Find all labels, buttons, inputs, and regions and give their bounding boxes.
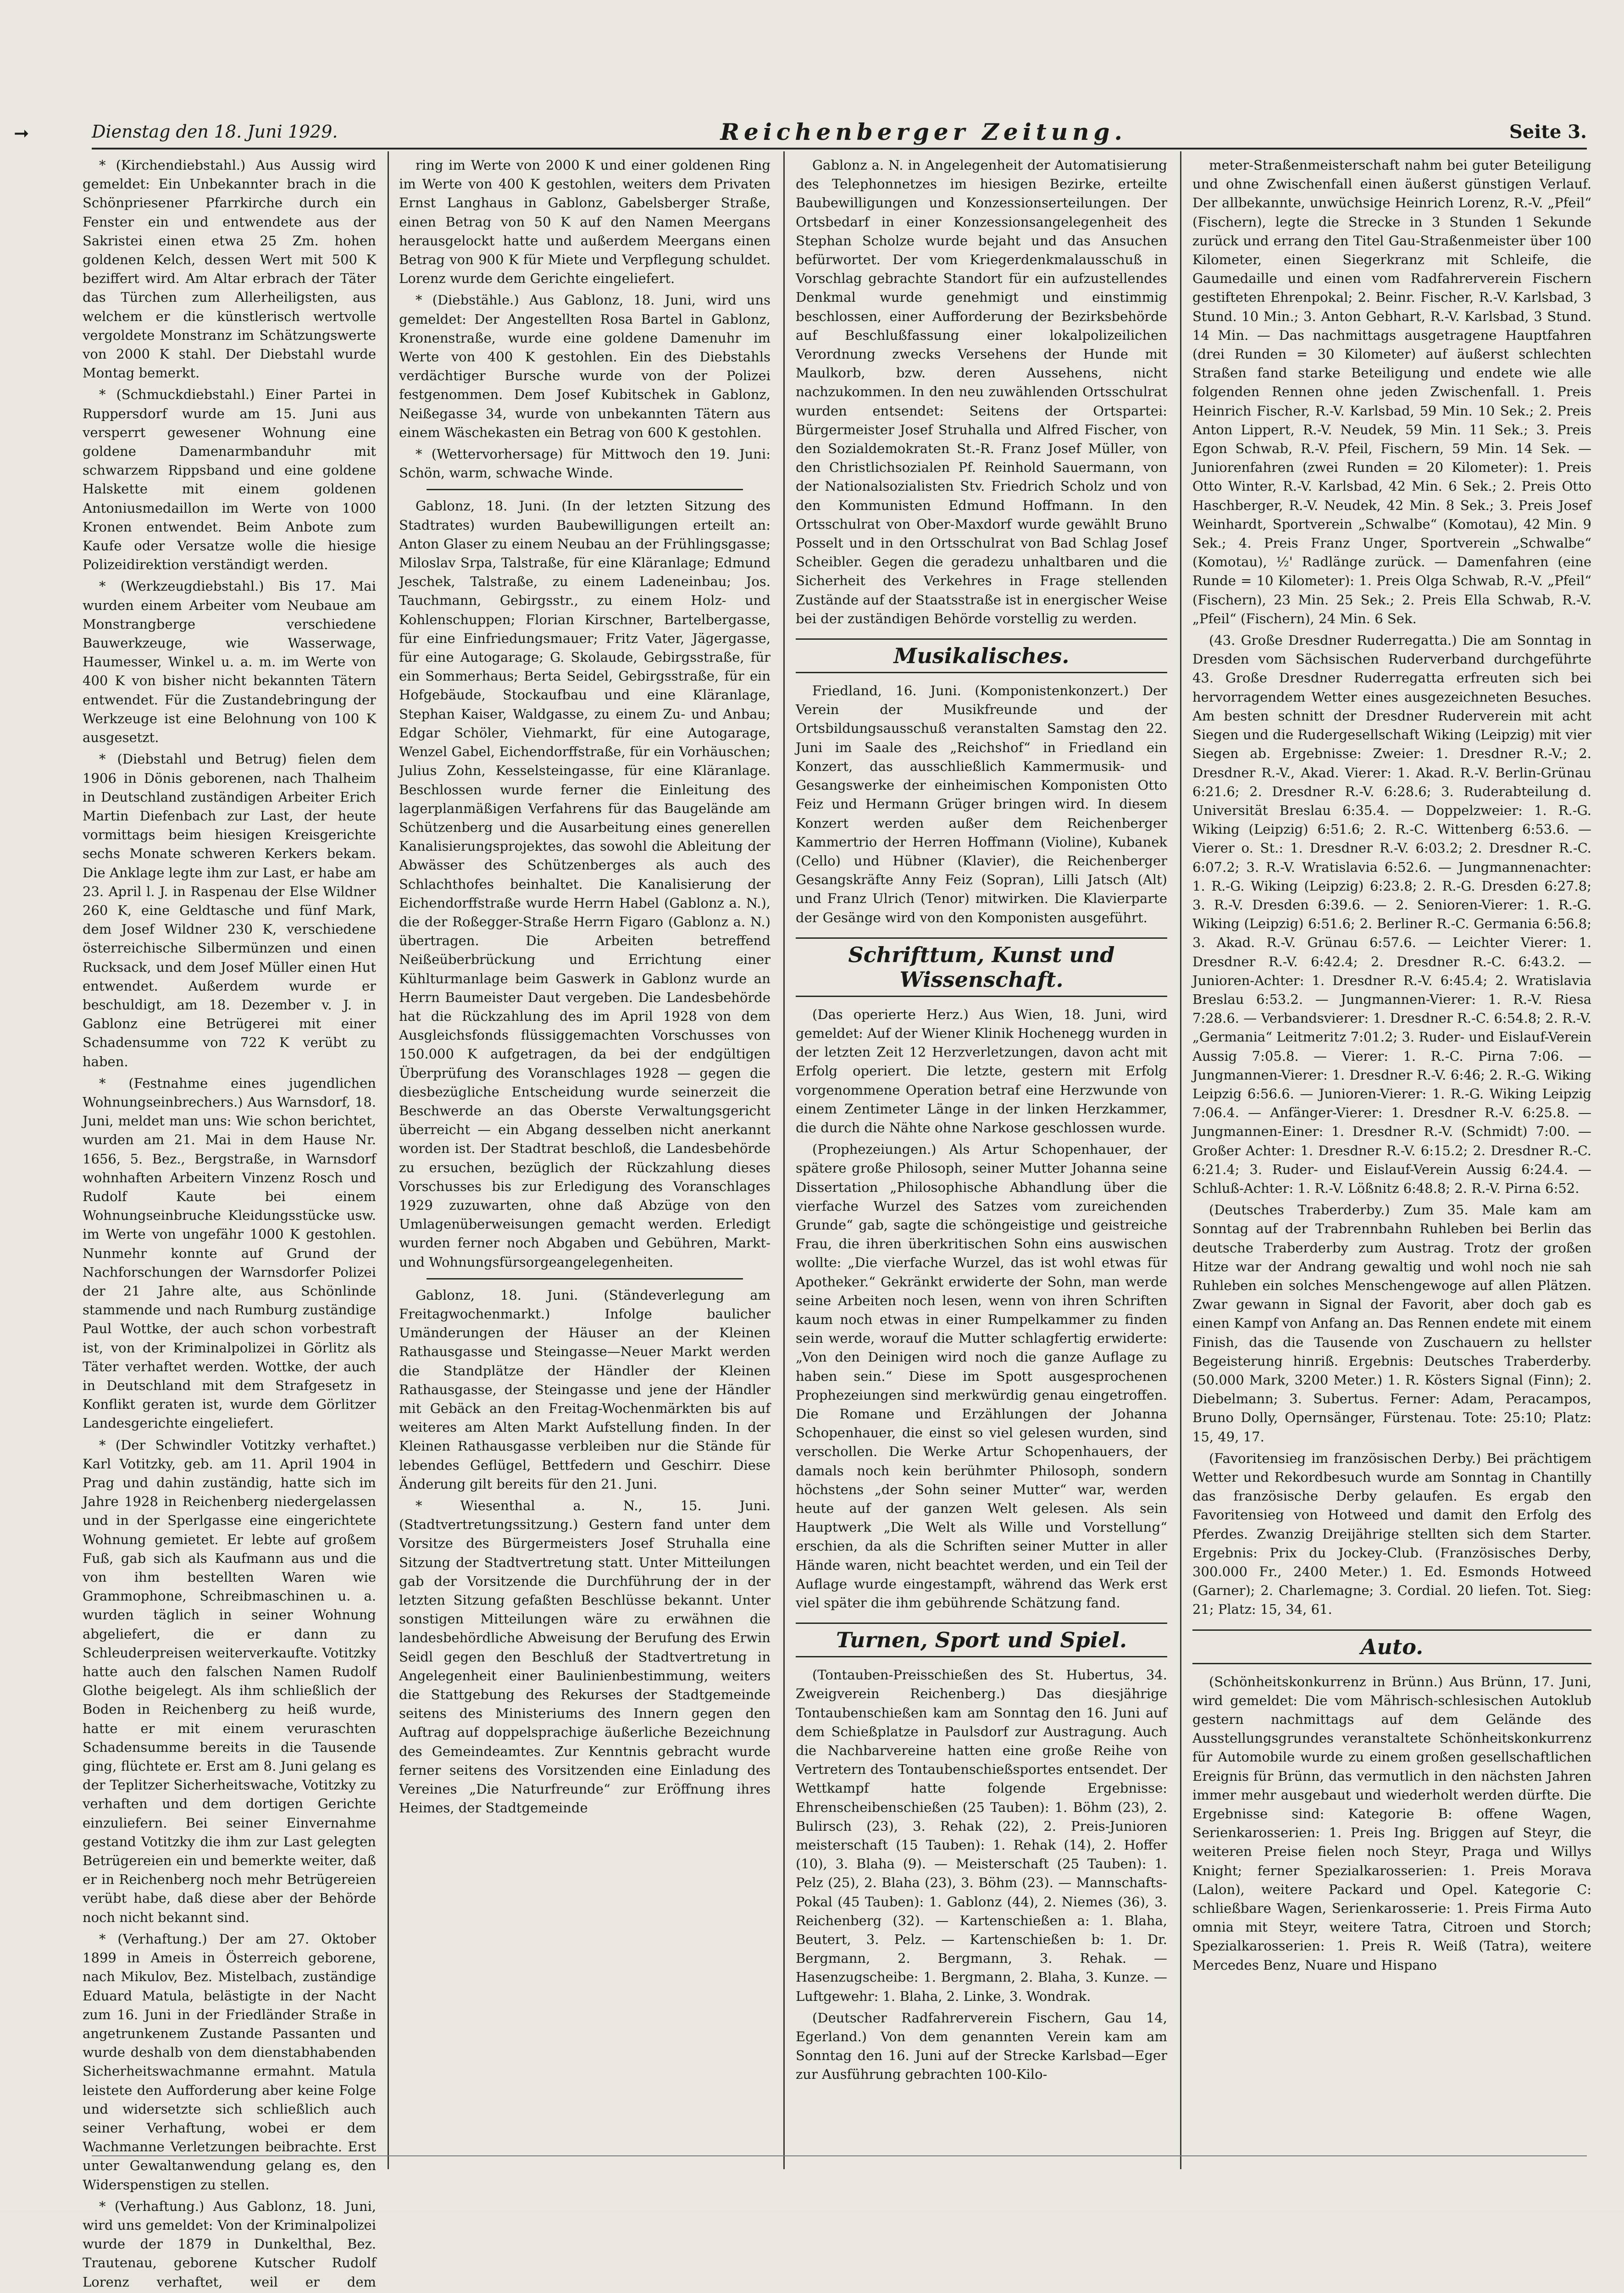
column-rule (783, 151, 785, 2169)
article: Gablonz, 18. Juni. (Ständeverlegung am Freitagwochenmarkt.) Infolge baulicher Umänderungen der Häuser an der Kleinen Rathausgasse und Steingasse—Neuer Markt werden die Standplätze der Händler der Kleinen Rathausgasse, der Steingasse und jene der Händler mit Gebäck an den Freitag-Wochenmärkten bis auf weiteres am Alten Markt Aufstellung finden. In der Kleinen Rathausgasse verbleiben nur die Stände für lebendes Geflügel, Bettfedern und Geschirr. Diese Änderung gilt bereits für den 21. Juni. (399, 1287, 770, 1492)
column-3 (796, 156, 1167, 2128)
column-rule (388, 151, 389, 2169)
article: * (Kirchendiebstahl.) Aus Aussig wird gemeldet: Ein Unbekannter brach in die Schönpriesener Pfarrkirche durch ein Fenster ein und entwendete aus der Sakristei einen etwa 25 Zm. hohen goldenen Kelch, dessen Wert mit 500 K beziffert wird. Am Altar erbrach der Täter das Türchen zum Allerheiligsten, aus welchem er die künstlerisch wertvolle vergoldete Monstranz im Schätzungswerte von 2000 K stahl. Der Diebstahl wurde Montag bemerkt. (83, 157, 376, 381)
article: * Wiesenthal a. N., 15. Juni. (Stadtvertretungssitzung.) Gestern fand unter dem Vorsitze des Bürgermeisters Josef Struhalla eine Sitzung der Stadtvertretung statt. Unter Mitteilungen gab der Vorsitzende die Durchführung der in der letzten Sitzung gefaßten Beschlüsse bekannt. Unter sonstigen Mitteilungen wäre zu erwähnen die landesbehördliche Abweisung der Berufung des Erwin Seidl gegen den Beschluß der Stadtvertretung in Angelegenheit einer Baulinienbestimmung, weiters die Stattgebung des Rekurses der Stadtgemeinde seitens des Ministeriums des Innern gegen den Auftrag auf doppelsprachige äußerliche Bezeichnung des Gemeindeamtes. Zur Kenntnis gebracht wurde ferner seitens des Vorsitzenden eine Einladung des Vereines „Die Naturfreunde“ zur Eröffnung ihres Heimes, der Stadtgemeinde (399, 1498, 770, 1816)
footer-rule (92, 2155, 1587, 2156)
column-2 (399, 156, 770, 2128)
article: (Schönheitskonkurrenz in Brünn.) Aus Brünn, 17. Juni, wird gemeldet: Die vom Mährisch-schlesischen Autoklub gestern nachmittags auf dem Gelände des Ausstellungsgrundes veranstaltete Schönheitskonkurrenz für Automobile wurde zu einem großen gesellschaftlichen Ereignis für Brünn, das vermutlich in den nächsten Jahren immer mehr ausgebaut und wiederholt werden dürfte. Die Ergebnisse sind: Kategorie B: offene Wagen, Serienkarosserien: 1. Preis Ing. Briggen auf Steyr, die weiteren Preise fielen noch Steyr, Praga und Willys Knight; ferner Spezialkarosserien: 1. Preis Morava (Lalon), weitere Packard und Opel. Kategorie C: schließbare Wagen, Serienkarosserie: 1. Preis Firma Auto omnia mit Steyr, weitere Tatra, Citroen und Storch; Spezialkarosserien: 1. Preis R. Weiß (Tatra), weitere Mercedes Benz, Nuare und Hispano (1192, 1673, 1591, 1973)
arrow-icon: ➞ (14, 123, 29, 144)
section-heading-sport: Turnen, Sport und Spiel. (796, 1623, 1167, 1657)
article: * (Diebstahl und Betrug) fielen dem 1906 in Dönis geborenen, nach Thalheim in Deutschland zuständigen Arbeiter Erich Martin Diefenbach zur Last, der heute vormittags beim hiesigen Kreisgerichte sechs Monate schweren Kerkers bekam. Die Anklage legte ihm zur Last, er habe am 23. April l. J. in Raspenau der Else Wildner 260 K, eine Geldtasche und fünf Mark, dem Josef Wildner 230 K, verschiedene österreichische Silbermünzen und einen Rucksack, und dem Josef Müller einen Hut entwendet. Außerdem wurde er beschuldigt, am 18. Dezember v. J. in Gablonz eine Betrügerei mit einer Schadensumme von 722 K verübt zu haben. (83, 751, 376, 1069)
section-heading-literature: Schrifttum, Kunst und Wissenschaft. (796, 937, 1167, 997)
article: * (Verhaftung.) Aus Gablonz, 18. Juni, wird uns gemeldet: Von der Kriminalpolizei wurde der 1879 in Dunkelthal, Bez. Trautenau, geborene Kutscher Rudolf Lorenz verhaftet, weil er dem (83, 2198, 376, 2290)
page-header (92, 116, 1587, 150)
article: * (Diebstähle.) Aus Gablonz, 18. Juni, wird uns gemeldet: Der Angestellten Rosa Bartel in Gablonz, Kronenstraße, wurde eine goldene Damenuhr im Werte von 400 K gestohlen. Ein des Diebstahls verdächtiger Bursche wurde von der Polizei festgenommen. Dem Josef Kubitschek in Gablonz, Neißegasse 34, wurde von unbekannten Tätern aus einem Wäschekasten ein Betrag von 600 K gestohlen. (399, 292, 770, 440)
article: (Favoritensieg im französischen Derby.) Bei prächtigem Wetter und Rekordbesuch wurde am Sonntag in Chantilly das französische Derby gelaufen. Es ergab den Favoritensieg von Hotweed und damit den Erfolg des Pferdes. Zwanzig Dreijährige stellten sich dem Starter. Ergebnis: Prix du Jockey-Club. (Französisches Derby, 300.000 Fr., 2400 Meter.) 1. Ed. Esmonds Hotweed (Garner); 2. Charlemagne; 3. Cordial. 20 liefen. Tot. Sieg: 21; Platz: 15, 34, 61. (1192, 1450, 1591, 1617)
page-number: Seite 3. (1509, 121, 1587, 143)
article: (Das operierte Herz.) Aus Wien, 18. Juni, wird gemeldet: Auf der Wiener Klinik Hochenegg wurden in der letzten Zeit 12 Herzverletzungen, davon acht mit Erfolg operiert. Die letzte, gestern mit Erfolg vorgenommene Operation betraf eine Herzwunde von einem Zentimeter Länge in der linken Herzkammer, die durch die Nähte ohne Narkose geschlossen wurde. (796, 1006, 1167, 1135)
article: (Deutscher Radfahrerverein Fischern, Gau 14, Egerland.) Von dem genannten Verein kam am Sonntag den 16. Juni auf der Strecke Karlsbad—Eger zur Ausführung gebrachten 100-Kilo- (796, 2010, 1167, 2083)
article: * (Schmuckdiebstahl.) Einer Partei in Ruppersdorf wurde am 15. Juni aus versperrt gewesener Wohnung eine goldene Damenarmbanduhr mit schwarzem Rippsband und eine goldene Halskette mit einem goldenen Antoniusmedaillon im Werte von 1000 Kronen entwendet. Beim Anbote zum Kaufe oder Versatze wolle die hiesige Polizeidirektion verständigt werden. (83, 387, 376, 573)
article: (43. Große Dresdner Ruderregatta.) Die am Sonntag in Dresden vom Sächsischen Ruderverband durchgeführte 43. Große Dresdner Ruderregatta erfreuten sich bei hervorragendem Wetter eines ausgezeichneten Besuches. Am besten schnitt der Dresdner Ruderverein mit acht Siegen und die Rudergesellschaft Wiking (Leipzig) mit vier Siegen ab. Ergebnisse: Zweier: 1. Dresdner R.-V.; 2. Dresdner R.-V., Akad. Vierer: 1. Akad. R.-V. Berlin-Grünau 6:21.6; 2. Dresdner R.-V. 6:28.6; 3. Ruderabteilung d. Universität Breslau 6:35.4. — Doppelzweier: 1. R.-G. Wiking (Leipzig) 6:51.6; 2. R.-C. Wittenberg 6:53.6. — Vierer o. St.: 1. Dresdner R.-V. 6:03.2; 2. Dresdner R.-C. 6:07.2; 3. R.-V. Wratislavia 6:52.6. — Jungmannenachter: 1. R.-G. Wiking (Leipzig) 6:23.8; 2. R.-G. Dresden 6:27.8; 3. R.-V. Dresden 6:39.6. — 2. Senioren-Vierer: 1. R.-G. Wiking (Leipzig) 6:51.6; 2. Berliner R.-C. Germania 6:56.8; 3. Akad. R.-V. Grünau 6:57.6. — Leichter Vierer: 1. Dresdner R.-V. 6:42.4; 2. Dresdner R.-C. 6:43.2. — Junioren-Achter: 1. Dresdner R.-V. 6:45.4; 2. Wratislavia Breslau 6:53.2. — Jungmannen-Vierer: 1. R.-V. Riesa 7:28.6. — Verbandsvierer: 1. Dresdner R.-C. 6:54.8; 2. R.-V. „Germania“ Leitmeritz 7:01.2; 3. Ruder- und Eislauf-Verein Aussig 7:05.8. — Vierer: 1. R.-C. Pirna 7:06. — Jungmannen-Vierer: 1. Dresdner R.-V. 6:46; 2. R.-G. Wiking Leipzig 6:56.6. — Junioren-Vierer: 1. R.-G. Wiking Leipzig 7:06.4. — Anfänger-Vierer: 1. Dresdner R.-V. 6:25.8. — Jungmannen-Einer: 1. Dresdner R.-V. (Schmidt) 7:00. — Großer Achter: 1. Dresdner R.-V. 6:15.2; 2. Dresdner R.-C. 6:21.4; 3. Ruder- und Eislauf-Verein Aussig 6:24.4. — Schluß-Achter: 1. R.-V. Lößnitz 6:48.8; 2. R.-V. Pirna 6:52. (1192, 632, 1591, 1196)
article: * (Verhaftung.) Der am 27. Oktober 1899 in Ameis in Österreich geborene, nach Mikulov, Bez. Mistelbach, zuständige Eduard Matula, belästigte in der Nacht zum 16. Juni in der Friedländer Straße in angetrunkenem Zustande Passanten und wurde deshalb von dem dienstabhabenden Sicherheitswachmanne ermahnt. Matula leistete den Aufforderung aber keine Folge und widersetzte sich schließlich auch seiner Verhaftung, wobei er dem Wachmanne Verletzungen beibrachte. Erst unter Gewaltanwendung gelang es, den Widerspenstigen zu stellen. (83, 1931, 376, 2193)
article: * (Werkzeugdiebstahl.) Bis 17. Mai wurden einem Arbeiter vom Neubaue am Monstrangberge verschiedene Bauwerkzeuge, wie Wasserwage, Haumesser, Winkel u. a. m. im Werte von 400 K von bisher nicht bekannten Tätern entwendet. Für die Zustandebringung der Werkzeuge ist eine Belohnung von 100 K ausgesetzt. (83, 578, 376, 746)
article: Friedland, 16. Juni. (Komponistenkonzert.) Der Verein der Musikfreunde und der Ortsbildungsausschuß veranstalten Samstag den 22. Juni im Saale des „Reichshof“ in Friedland ein Konzert, das ausschließlich Kammermusik- und Gesangswerke der einheimischen Komponisten Otto Feiz und Hermann Grüger bringen wird. In diesem Konzert werden außer dem Reichenberger Kammertrio der Herren Hoffmann (Violine), Kubanek (Cello) und Hübner (Klavier), die Reichenberger Gesangskräfte Anny Feiz (Sopran), Lilli Jatsch (Alt) und Franz Ulrich (Tenor) mitwirken. Die Klavierparte der Gesänge wird von den Komponisten ausgeführt. (796, 683, 1167, 925)
article: * (Wettervorhersage) für Mittwoch den 19. Juni: Schön, warm, schwache Winde. (399, 446, 770, 481)
section-heading-auto: Auto. (1192, 1629, 1591, 1664)
article: * (Der Schwindler Votitzky verhaftet.) Karl Votitzky, geb. am 11. April 1904 in Prag und dahin zuständig, hatte sich im Jahre 1928 in Reichenberg niedergelassen und in der Sperlgasse eine eingerichtete Wohnung gemietet. Er lebte auf großem Fuß, gab sich als Kaufmann aus und die von ihm bestellten Waren wie Grammophone, Schreibmaschinen u. a. wurden täglich in seiner Wohnung abgeliefert, die er dann zu Schleuderpreisen weiterverkaufte. Votitzky hatte auch den falschen Namen Rudolf Glothe beigelegt. Als ihm schließlich der Boden in Reichenberg zu heiß wurde, hatte er mit einem veruraschten Schadensumme bereits in die Tausende ging, flüchtete er. Erst am 8. Juni gelang es der Teplitzer Sicherheitswache, Votitzky zu verhaften und dem dortigen Gerichte einzuliefern. Bei seiner Einvernahme gestand Votitzky die ihm zur Last gelegten Betrügereien ein und bemerkte weiter, daß er in Reichenberg noch mehr Betrügereien verübt habe, daß diese aber der Behörde noch nicht bekannt sind. (83, 1437, 376, 1925)
article: ring im Werte von 2000 K und einer goldenen Ring im Werte von 400 K gestohlen, weiters dem Privaten Ernst Langhaus in Gablonz, Gabelsberger Straße, einen Betrag von 50 K auf den Namen Meergans herausgelockt hatte und außerdem Meergans einen Betrag von 900 K für Miete und Verpflegung schuldet. Lorenz wurde dem Gerichte eingeliefert. (399, 157, 770, 287)
column-4 (1192, 156, 1591, 2128)
article: * (Festnahme eines jugendlichen Wohnungseinbrechers.) Aus Warnsdorf, 18. Juni, meldet man uns: Wie schon berichtet, wurden am 21. Mai in dem Hause Nr. 1656, 5. Bez., Bergstraße, in Warnsdorf wohnhaften Arbeitern Vinzenz Rosch und Rudolf Kaute bei einem Wohnungseinbruche Kleidungsstücke usw. im Werte von ungefähr 1000 K gestohlen. Nunmehr konnte auf Grund der Nachforschungen der Warnsdorfer Polizei der 21 Jahre alte, aus Schönlinde stammende und nach Rumburg zuständige Paul Wottke, der auch schon vorbestraft ist, von der Kriminalpolizei in Görlitz als Täter verhaftet werden. Wottke, der auch in Deutschland mit dem Strafgesetz in Konflikt geraten ist, wurde dem Görlitzer Landesgerichte eingeliefert. (83, 1075, 376, 1431)
column-rule (1180, 151, 1181, 2169)
article: Gablonz, 18. Juni. (In der letzten Sitzung des Stadtrates) wurden Baubewilligungen erteilt an: Anton Glaser zu einem Neubau an der Frühlingsgasse; Miloslav Srpa, Talstraße, für eine Kläranlage; Edmund Jeschek, Talstraße, zu einem Ladeneinbau; Jos. Tauchmann, Gebirgsstr., zu einem Holz- und Kohlenschuppen; Florian Kirschner, Bartelbergasse, für eine Einfriedungsmauer; Fritz Vater, Jägergasse, für eine Autogarage; G. Skolaude, Gebirgsstraße, für ein Sommerhaus; Berta Seidel, Gebirgsstraße, für ein Hofgebäude, Stockaufbau und eine Kläranlage, Stephan Kaiser, Waldgasse, zu einem Zu- und Anbau; Edgar Schöler, Viehmarkt, für eine Autogarage, Wenzel Gabel, Eichendorffstraße, für ein Vorhäuschen; Julius Zohn, Kesselsteingasse, für eine Kläranlage. Beschlossen wurde ferner die Einleitung des lagerplanmäßigen Verfahrens für das Baugelände am Schützenberg und die Ausarbeitung eines generellen Kanalisierungsprojektes, das sowohl die Ableitung der Abwässer des Schützenberges als auch des Schlachthofes beinhaltet. Die Kanalisierung der Eichendorffstraße wurde Herrn Habel (Gablonz a. N.), die der Roßegger-Straße Herrn Figaro (Gablonz a. N.) übertragen. Die Arbeiten betreffend Neißeüberbrückung und Errichtung einer Kühlturmanlage beim Gaswerk in Gablonz wurde an Herrn Baumeister Daut vergeben. Die Landesbehörde hat die Rückzahlung des im April 1928 von dem Ausgleichsfonds flüssiggemachten Vorschusses von 150.000 K aufgetragen, da bei der endgültigen Überprüfung des Voranschlages 1928 — gegen die diesbezügliche Entscheidung wurde seinerzeit die Beschwerde an das Oberste Verwaltungsgericht überreicht — ein Abgang desselben nicht anerkannt worden ist. Der Stadtrat beschloß, die Landesbehörde zu ersuchen, bezüglich der Rückzahlung dieses Vorschusses bis zur Erledigung des Voranschlages 1929 zuzuwarten, ohne daß Abzüge von den Umlagenüberweisungen gemacht werden. Erledigt wurden ferner noch Abgaben und Gebühren, Markt- und Wohnungsfürsorgeangelegenheiten. (399, 498, 770, 1270)
article: (Prophezeiungen.) Als Artur Schopenhauer, der spätere große Philosoph, seiner Mutter Johanna seine Dissertation „Philosophische Abhandlung über die vierfache Wurzel des Satzes vom zureichenden Grunde“ gab, sagte die schöngeistige und geistreiche Frau, die ihren überkritischen Sohn eins auswischen wollte: „Die vierfache Wurzel, das ist wohl etwas für Apotheker.“ Gekränkt erwiderte der Sohn, man werde seine Arbeiten noch lesen, wenn von ihren Schriften kaum noch etwas in einer Rumpelkammer zu finden sein werde, worauf die Mutter schlagfertig erwiderte: „Von den Deinigen wird noch die ganze Auflage zu haben sein.“ Diese im Spott ausgesprochenen Prophezeiungen sind merkwürdig genau eingetroffen. Die Romane und Erzählungen der Johanna Schopenhauer, die einst so viel gelesen wurden, sind verschollen. Die Werke Artur Schopenhauers, der damals noch kein berühmter Philosoph, sondern höchstens „der Sohn seiner Mutter“ war, werden heute auf der ganzen Welt gelesen. Als sein Hauptwerk „Die Welt als Wille und Vorstellung“ erschien, da als die Schriften seiner Mutter in aller Hände waren, nicht beachtet werden, und ein Teil der Auflage wurde eingestampft, während das Werk erst viel später die ihm gebührende Schätzung fand. (796, 1141, 1167, 1611)
section-heading-music: Musikalisches. (796, 638, 1167, 673)
divider (427, 489, 743, 490)
article: (Tontauben-Preisschießen des St. Hubertus, 34. Zweigverein Reichenberg.) Das diesjährige Tontaubenschießen kam am Sonntag den 16. Juni auf dem Schießplatze in Paulsdorf zur Austragung. Auch die Nachbarvereine hatten eine große Reihe von Vertretern des Tontaubenschießsportes entsendet. Der Wettkampf hatte folgende Ergebnisse: Ehrenscheibenschießen (25 Tauben): 1. Böhm (23), 2. Bulirsch (23), 3. Rehak (22), 2. Preis-Junioren meisterschaft (15 Tauben): 1. Rehak (14), 2. Hoffer (10), 3. Blaha (9). — Meisterschaft (25 Tauben): 1. Pelz (25), 2. Blaha (23), 3. Böhm (23). — Mannschafts-Pokal (45 Tauben): 1. Gablonz (44), 2. Niemes (36), 3. Reichenberg (32). — Kartenschießen a: 1. Blaha, Beutert, 3. Pelz. — Kartenschießen b: 1. Dr. Bergmann, 2. Bergmann, 3. Rehak. — Hasenzugscheibe: 1. Bergmann, 2. Blaha, 3. Kunze. — Luftgewehr: 1. Blaha, 2. Linke, 3. Wondrak. (796, 1667, 1167, 2004)
issue-date: Dienstag den 18. Juni 1929. (92, 122, 338, 142)
article: (Deutsches Traberderby.) Zum 35. Male kam am Sonntag auf der Trabrennbahn Ruhleben bei Berlin das deutsche Traberderby zum Austrag. Trotz der großen Hitze war der Andrang gewaltig und wohl noch nie sah Ruhleben ein solches Menschengewoge auf allen Plätzen. Zwar gewann in Signal der Favorit, aber doch gab es einen Kampf von Anfang an. Das Rennen endete mit einem Finish, das die Tausende von Zuschauern zu hellster Begeisterung hinriß. Ergebnis: Deutsches Traberderby. (50.000 Mark, 3200 Meter.) 1. R. Kösters Signal (Finn); 2. Diebelmann; 3. Subertus. Ferner: Adam, Peracampos, Bruno Dolly, Opernsänger, Fürstenau. Tote: 25:10; Platz: 15, 49, 17. (1192, 1202, 1591, 1445)
divider (427, 1278, 743, 1279)
article: meter-Straßenmeisterschaft nahm bei guter Beteiligung und ohne Zwischenfall einen äußerst günstigen Verlauf. Der allbekannte, unwüchsige Heinrich Lorenz, R.-V. „Pfeil“ (Fischern), legte die Strecke in 3 Stunden 1 Sekunde zurück und errang den Titel Gau-Straßenmeister über 100 Kilometer, einen Siegerkranz mit Schleife, die Gaumedaille und einen vom Radfahrerverein Fischern gestifteten Ehrenpokal; 2. Beinr. Fischer, R.-V. Karlsbad, 3 Stund. 10 Min.; 3. Anton Gebhart, R.-V. Karlsbad, 3 Stund. 14 Min. — Das nachmittags ausgetragene Hauptfahren (drei Runden = 30 Kilometer) auf äußerst schlechten Straßen fand starke Beteiligung und endete wie alle folgenden Rennen ohne jeden Zwischenfall. 1. Preis Heinrich Fischer, R.-V. Karlsbad, 59 Min. 10 Sek.; 2. Preis Anton Lippert, R.-V. Neudek, 59 Min. 11 Sek.; 3. Preis Egon Schwab, R.-V. Pfeil, Fischern, 59 Min. 14 Sek. — Juniorenfahren (zwei Runden = 20 Kilometer): 1. Preis Otto Winter, R.-V. Karlsbad, 42 Min. 6 Sek.; 2. Preis Otto Haschberger, R.-V. Neudek, 42 Min. 8 Sek.; 3. Preis Josef Weinhardt, Sportverein „Schwalbe“ (Komotau), 42 Min. 9 Sek.; 4. Preis Franz Unger, Sportverein „Schwalbe“ (Komotau), ½' Radlänge zurück. — Damenfahren (eine Runde = 10 Kilometer): 1. Preis Olga Schwab, R.-V. „Pfeil“ (Fischern), 23 Min. 25 Sek.; 2. Preis Ella Schwab, R.-V. „Pfeil“ (Fischern), 24 Min. 6 Sek. (1192, 157, 1591, 626)
masthead: Reichenberger Zeitung. (720, 118, 1127, 145)
column-1 (83, 156, 376, 2290)
article: Gablonz a. N. in Angelegenheit der Automatisierung des Telephonnetzes im hiesigen Bezirke, erteilte Baubewilligungen und Konzessionserteilungen. Der Ortsbedarf in einer Konzessionsangelegenheit des Stephan Scholze wurde bejaht und das Ansuchen befürwortet. Der vom Kriegerdenkmalausschuß in Vorschlag gebrachte Standort für ein aufzustellendes Denkmal wurde genehmigt und einstimmig beschlossen, einer Aufforderung der Bezirksbehörde auf Beschlußfassung einer lokalpolizeilichen Verordnung zwecks Versehens der Hunde mit Maulkorb, bzw. deren Aussehens, nicht nachzukommen. In den neu zuwählenden Ortsschulrat wurden entsendet: Seitens der Ortspartei: Bürgermeister Josef Struhalla und Alfred Fischer, von den Sozialdemokraten St.-R. Franz Josef Müller, von den Christlichsozialen Pf. Reinhold Sauermann, von der Nationalsozialisten Stv. Friedrich Scholz und von den Kommunisten Edmund Hoffmann. In den Ortsschulrat von Ober-Maxdorf wurde gewählt Bruno Posselt und in den Ortsschulrat von Bad Schlag Josef Scheibler. Gegen die geradezu unhaltbaren und die Sicherheit des Verkehres in Frage stellenden Zustände auf der Staatsstraße ist in energischer Weise bei der zuständigen Behörde vorstellig zu werden. (796, 157, 1167, 626)
